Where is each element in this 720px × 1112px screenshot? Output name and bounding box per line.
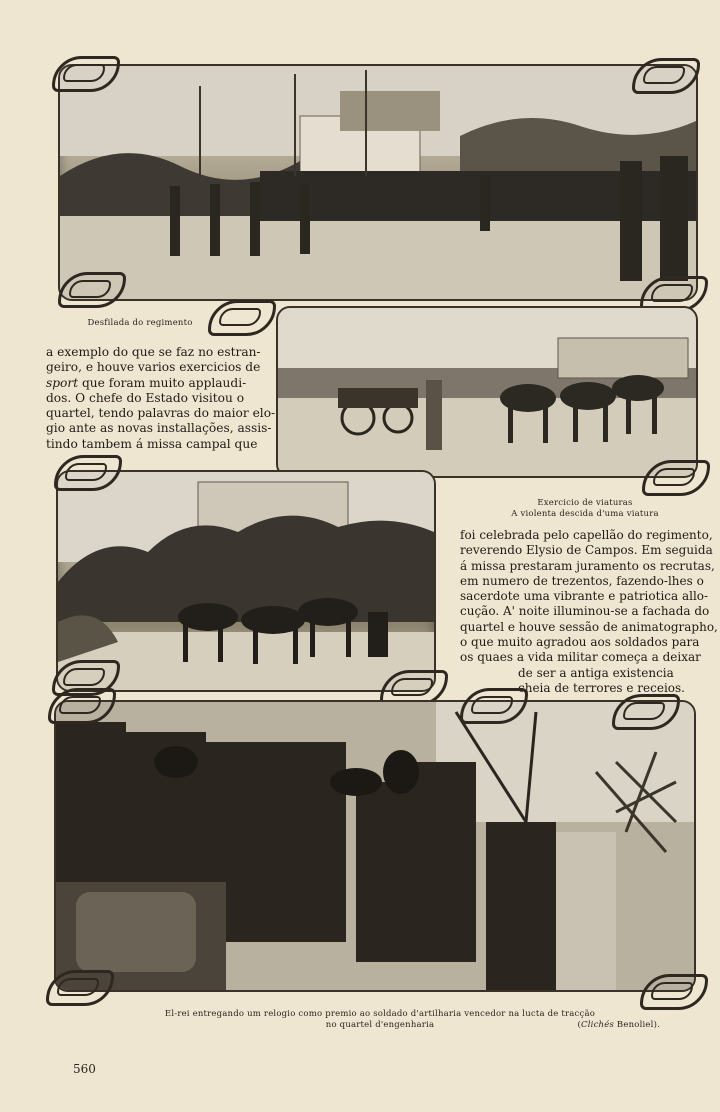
photo-vehicle-exercise xyxy=(276,306,698,478)
text-line: gio ante as novas installações, assis- xyxy=(46,421,272,436)
italic-word: sport xyxy=(46,375,79,390)
parade-image xyxy=(60,66,696,299)
caption-line: El-rei entregando um relogio como premio ao soldado d'artilharia vencedor na lucta de tracção xyxy=(164,1009,596,1019)
text-line: em numero de trezentos, fazendo-lhes o xyxy=(460,573,704,588)
text-line xyxy=(46,376,270,391)
text-line: sacerdote uma vibrante e patriotica allo- xyxy=(460,589,709,604)
caption-king-award xyxy=(100,1009,660,1031)
article-text-right xyxy=(460,528,718,696)
text-line: quartel, tendo palavras do maior elo- xyxy=(46,406,276,421)
text-line: reverendo Elysio de Campos. Em seguida xyxy=(460,543,713,558)
text-line: cheia de terrores e receios. xyxy=(518,680,685,695)
text-line: geiro, e houve varios exercicios de xyxy=(46,360,261,375)
photo-horse-team xyxy=(56,470,436,692)
horse-team-image xyxy=(58,472,434,690)
text-fragment: que foram muito applaudi- xyxy=(78,375,247,390)
caption-line: Exercicio de viaturas xyxy=(537,498,633,508)
caption-regiment-parade: Desfilada do regimento xyxy=(87,318,193,328)
vehicle-exercise-image xyxy=(278,308,696,476)
photo-regiment-parade xyxy=(58,64,698,301)
text-line: dos. O chefe do Estado visitou o xyxy=(46,390,245,405)
text-line: tindo tambem á missa campal que xyxy=(46,436,258,451)
page-number: 560 xyxy=(73,1062,96,1076)
text-line: quartel e houve sessão de animatographo, xyxy=(460,619,718,634)
text-line: a exemplo do que se faz no estran- xyxy=(46,345,261,359)
ornament-scroll xyxy=(208,300,276,336)
caption-vehicle-exercise xyxy=(470,498,700,520)
text-line: o que muito agradou aos soldados para xyxy=(460,635,700,650)
credit-open: ( xyxy=(577,1020,582,1030)
text-line: foi celebrada pelo capellão do regimento, xyxy=(460,528,713,542)
caption-location: no quartel d'engenharia xyxy=(325,1020,435,1030)
text-line: á missa prestaram juramento os recrutas, xyxy=(460,558,715,573)
caption-line: A violenta descida d'uma viatura xyxy=(511,509,659,519)
king-award-image xyxy=(56,702,694,990)
photo-king-award xyxy=(54,700,696,992)
text-line: os quaes a vida militar começa a deixar xyxy=(460,650,701,665)
photo-credit xyxy=(578,1020,660,1031)
credit-italic: Clichés xyxy=(581,1020,615,1030)
text-line: cução. A' noite illuminou-se a fachada do xyxy=(460,604,710,619)
credit-rest: Benoliel). xyxy=(614,1020,660,1030)
article-text-left xyxy=(46,345,276,452)
text-line: de ser a antiga existencia xyxy=(518,665,674,680)
caption-line-2 xyxy=(100,1020,660,1031)
